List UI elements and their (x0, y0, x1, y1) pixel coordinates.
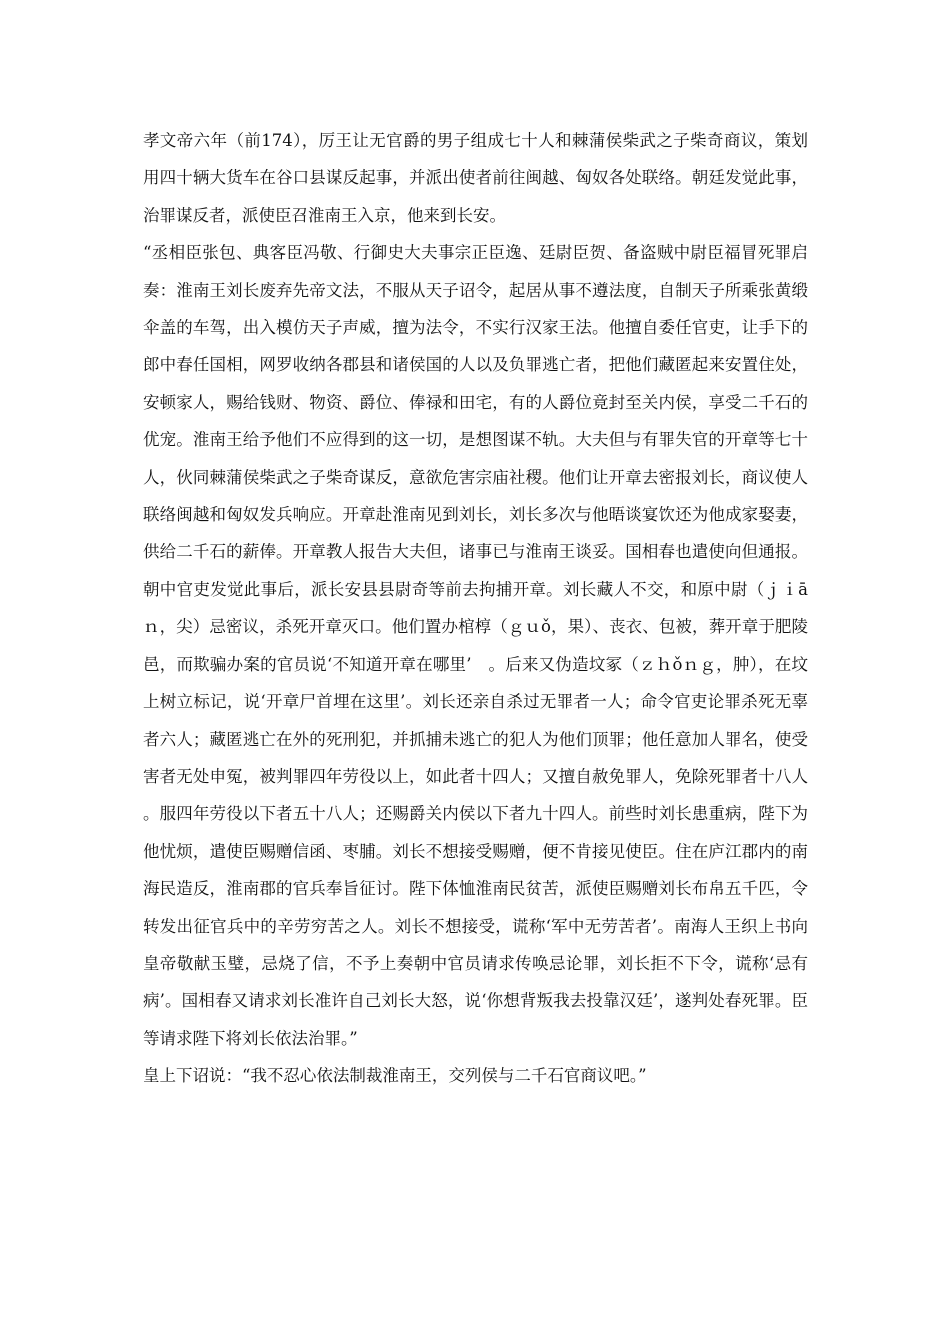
paragraph-2: “丞相臣张包、典客臣冯敬、行御史大夫事宗正臣逸、廷尉臣贺、备盗贼中尉臣福冒死罪启奏：淮南王刘长废弃先帝文法，不服从天子诏令，起居从事不遵法度，自制天子所乘张黄缎伞盖的车驾，出入模仿天子声威，擅为法令，不实行汉家王法。他擅自委任官吏，让手下的郎中春任国相，网罗收纳各郡县和诸侯国的人以及负罪逃亡者，把他们藏匿起来安置住处，安顿家人，赐给钱财、物资、爵位、俸禄和田宅，有的人爵位竟封至关内侯，享受二千石的优宠。淮南王给予他们不应得到的这一切，是想图谋不轨。大夫但与有罪失官的开章等七十人，伙同棘蒲侯柴武之子柴奇谋反，意欲危害宗庙社稷。他们让开章去密报刘长，商议使人联络闽越和匈奴发兵响应。开章赴淮南见到刘长，刘长多次与他晤谈宴饮还为他成家娶妻，供给二千石的薪俸。开章教人报告大夫但，诸事已与淮南王谈妥。国相春也遣使向但通报。朝中官吏发觉此事后，派长安县县尉奇等前去拘捕开章。刘长藏人不交，和原中尉（ｊｉāｎ，尖）忌密议，杀死开章灭口。他们置办棺椁（ｇｕǒ，果）、丧衣、包被，葬开章于肥陵邑，而欺骗办案的官员说‘不知道开章在哪里’ 。后来又伪造坟冢（ｚｈǒｎｇ，肿），在坟上树立标记，说‘开章尸首埋在这里’。刘长还亲自杀过无罪者一人；命令官吏论罪杀死无辜者六人；藏匿逃亡在外的死刑犯，并抓捕未逃亡的犯人为他们顶罪；他任意加人罪名，使受害者无处申冤，被判罪四年劳役以上，如此者十四人；又擅自赦免罪人，免除死罪者十八人。服四年劳役以下者五十八人；还赐爵关内侯以下者九十四人。前些时刘长患重病，陛下为他忧烦，遣使臣赐赠信函、枣脯。刘长不想接受赐赠，便不肯接见使臣。住在庐江郡内的南海民造反，淮南郡的官兵奉旨征讨。陛下体恤淮南民贫苦，派使臣赐赠刘长布帛五千匹，令转发出征官兵中的辛劳穷苦之人。刘长不想接受，谎称‘军中无劳苦者’。南海人王织上书向皇帝敬献玉璧，忌烧了信，不予上奏朝中官员请求传唤忌论罪，刘长拒不下令，谎称‘忌有病’。国相春又请求刘长准许自己刘长大怒，说‘你想背叛我去投靠汉廷’，遂判处春死罪。臣等请求陛下将刘长依法治罪。” (143, 243, 808, 1048)
paragraph-1: 孝文帝六年（前174），厉王让无官爵的男子组成七十人和棘蒲侯柴武之子柴奇商议，策划用四十辆大货车在谷口县谋反起事，并派出使者前往闽越、匈奴各处联络。朝廷发觉此事，治罪谋反者，派使臣召淮南王入京，他来到长安。 (143, 131, 808, 225)
document-body (143, 122, 808, 1095)
paragraph-3: 皇上下诏说：“我不忍心依法制裁淮南王，交列侯与二千石官商议吧。” (143, 1066, 647, 1086)
